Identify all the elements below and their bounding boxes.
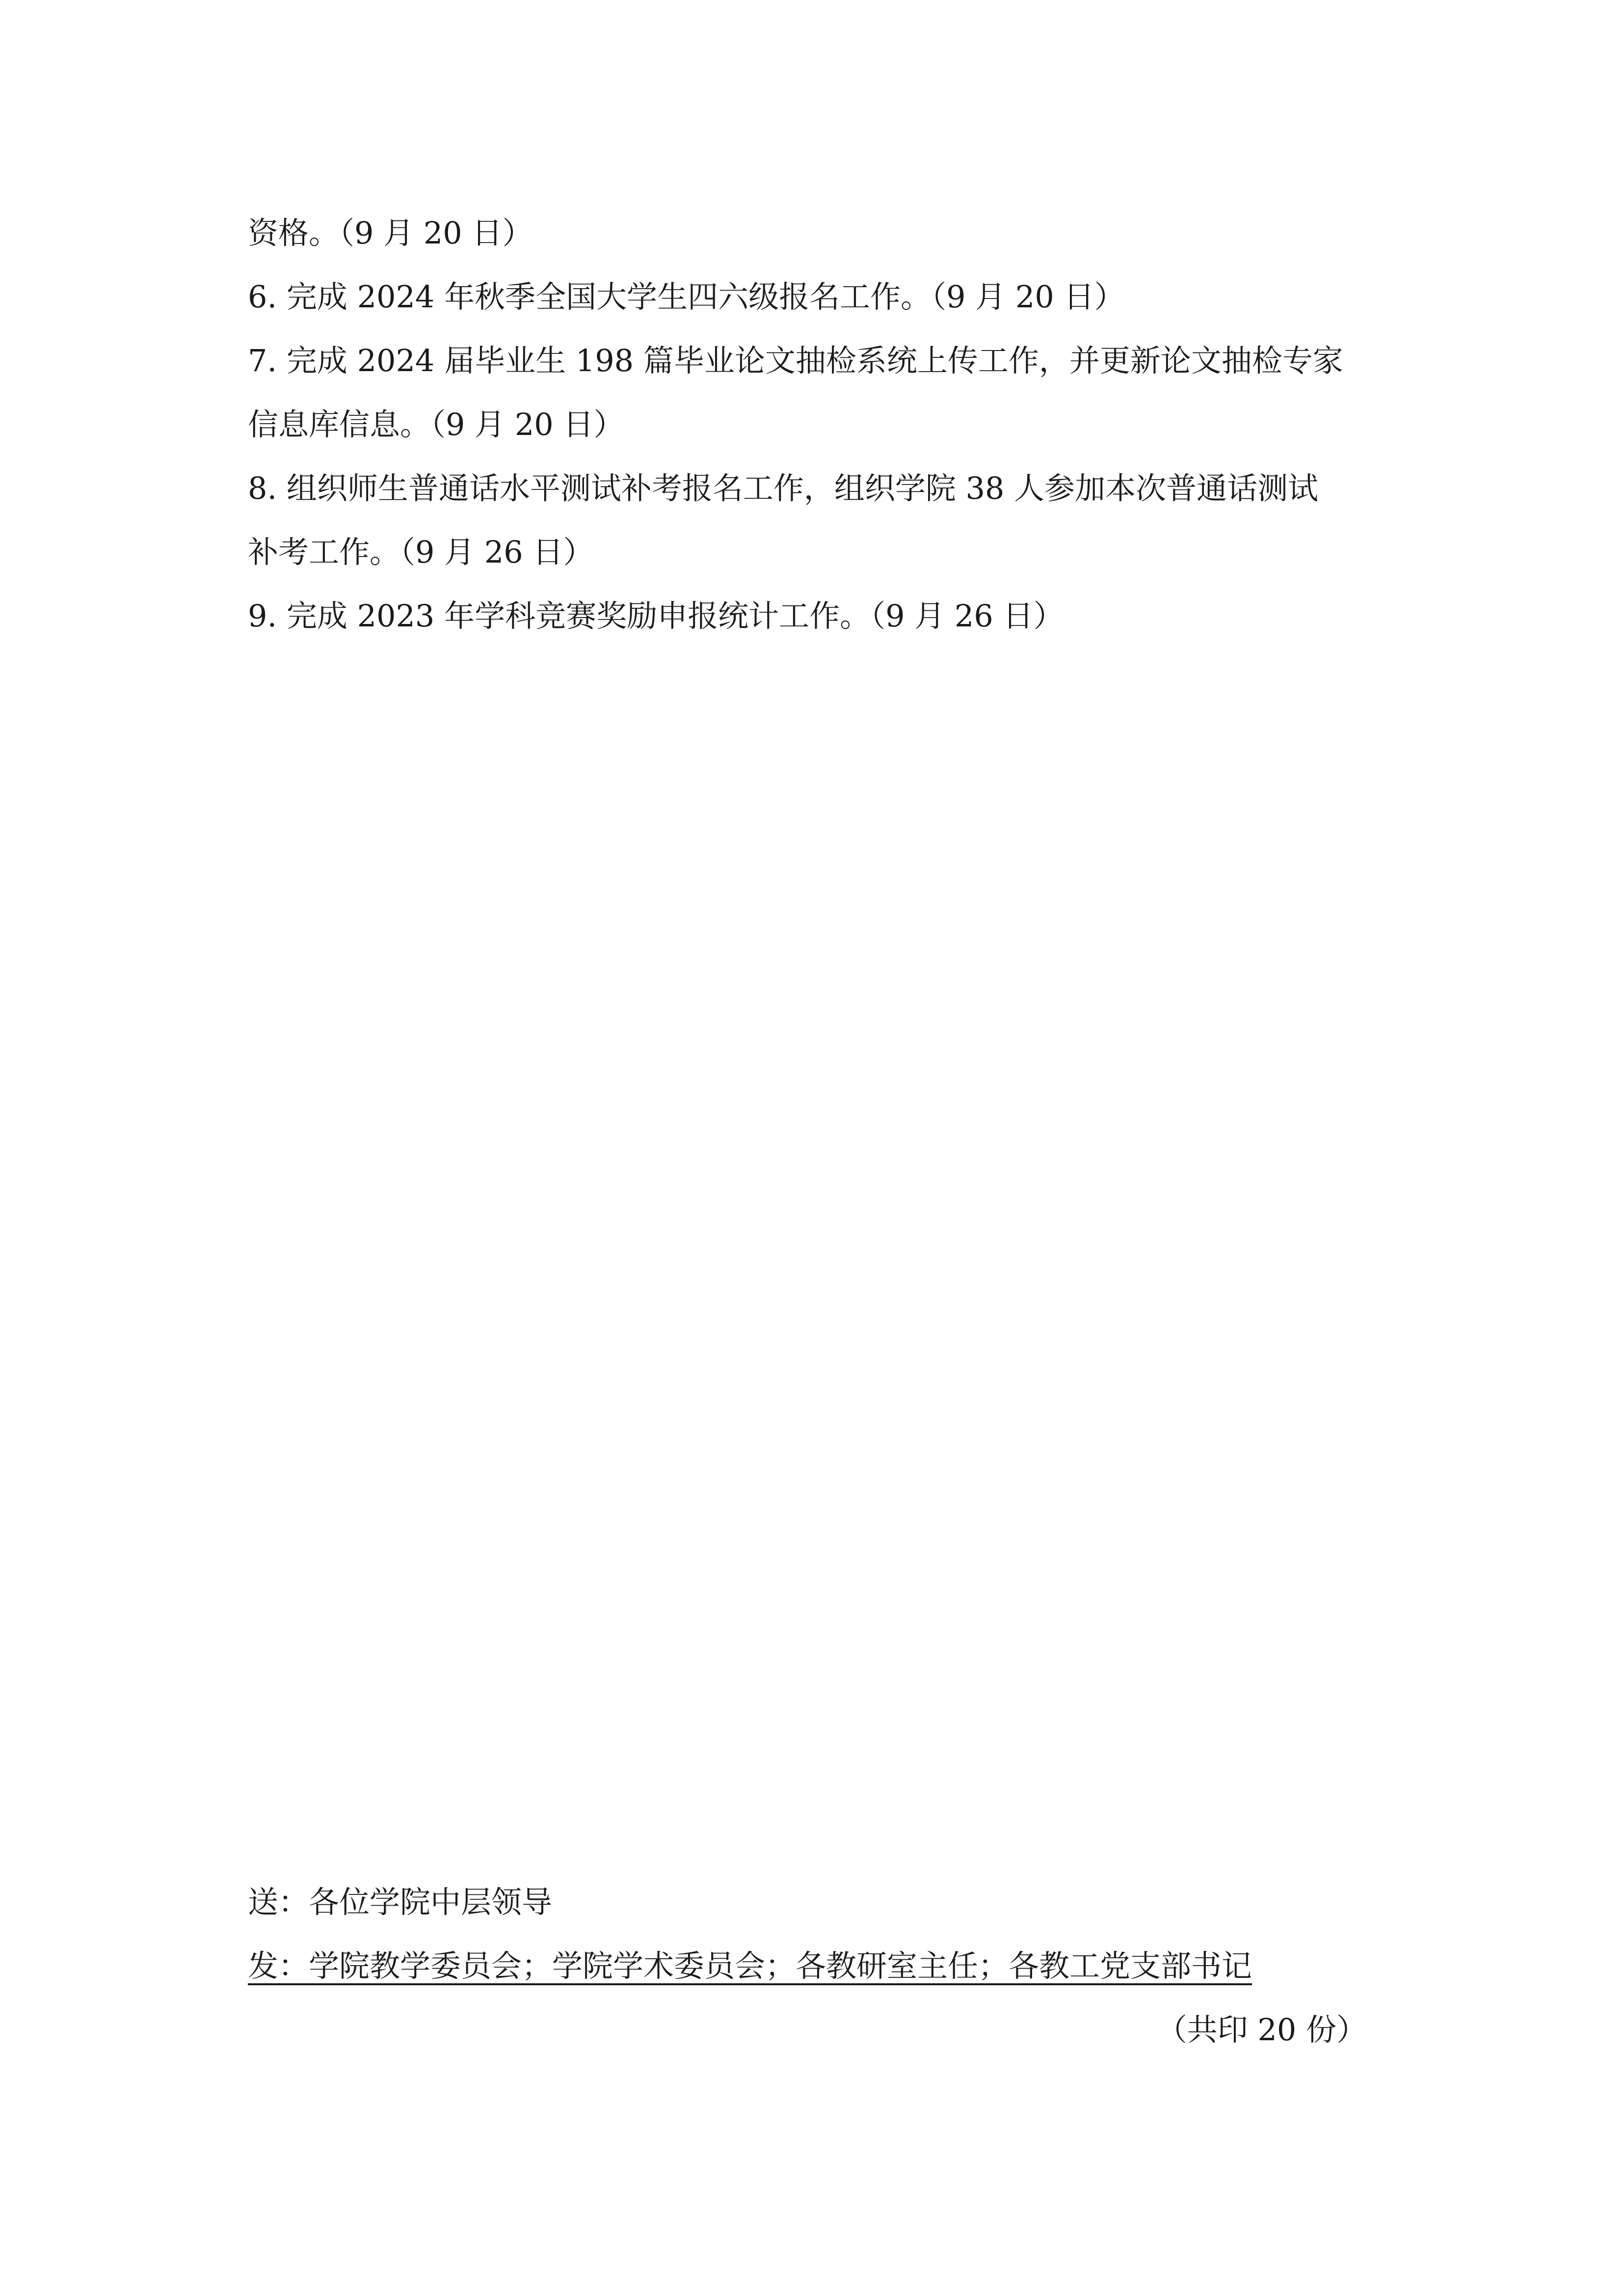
work-item-7: 7. 完成 2024 届毕业生 198 篇毕业论文抽检系统上传工作，并更新论文抽检专家 [248, 343, 1343, 378]
work-item-7-continued: 信息库信息。（9 月 20 日） [248, 406, 624, 442]
work-item-6: 6. 完成 2024 年秋季全国大学生四六级报名工作。（9 月 20 日） [248, 279, 1125, 315]
distribution-footer [248, 1870, 1391, 2062]
send-to-line: 送：各位学院中层领导 [248, 1884, 553, 1920]
text-line-continuation: 资格。（9 月 20 日） [248, 215, 533, 251]
work-item-8-continued: 补考工作。（9 月 26 日） [248, 534, 594, 570]
distribute-to-line: 发：学院教学委员会；学院学术委员会；各教研室主任；各教工党支部书记 [248, 1948, 1252, 1984]
work-item-8: 8. 组织师生普通话水平测试补考报名工作，组织学院 38 人参加本次普通话测试 [248, 470, 1319, 506]
work-item-9: 9. 完成 2023 年学科竞赛奖励申报统计工作。（9 月 26 日） [248, 598, 1064, 634]
work-items-body [248, 201, 1391, 648]
print-count: （共印 20 份） [1156, 2012, 1367, 2048]
